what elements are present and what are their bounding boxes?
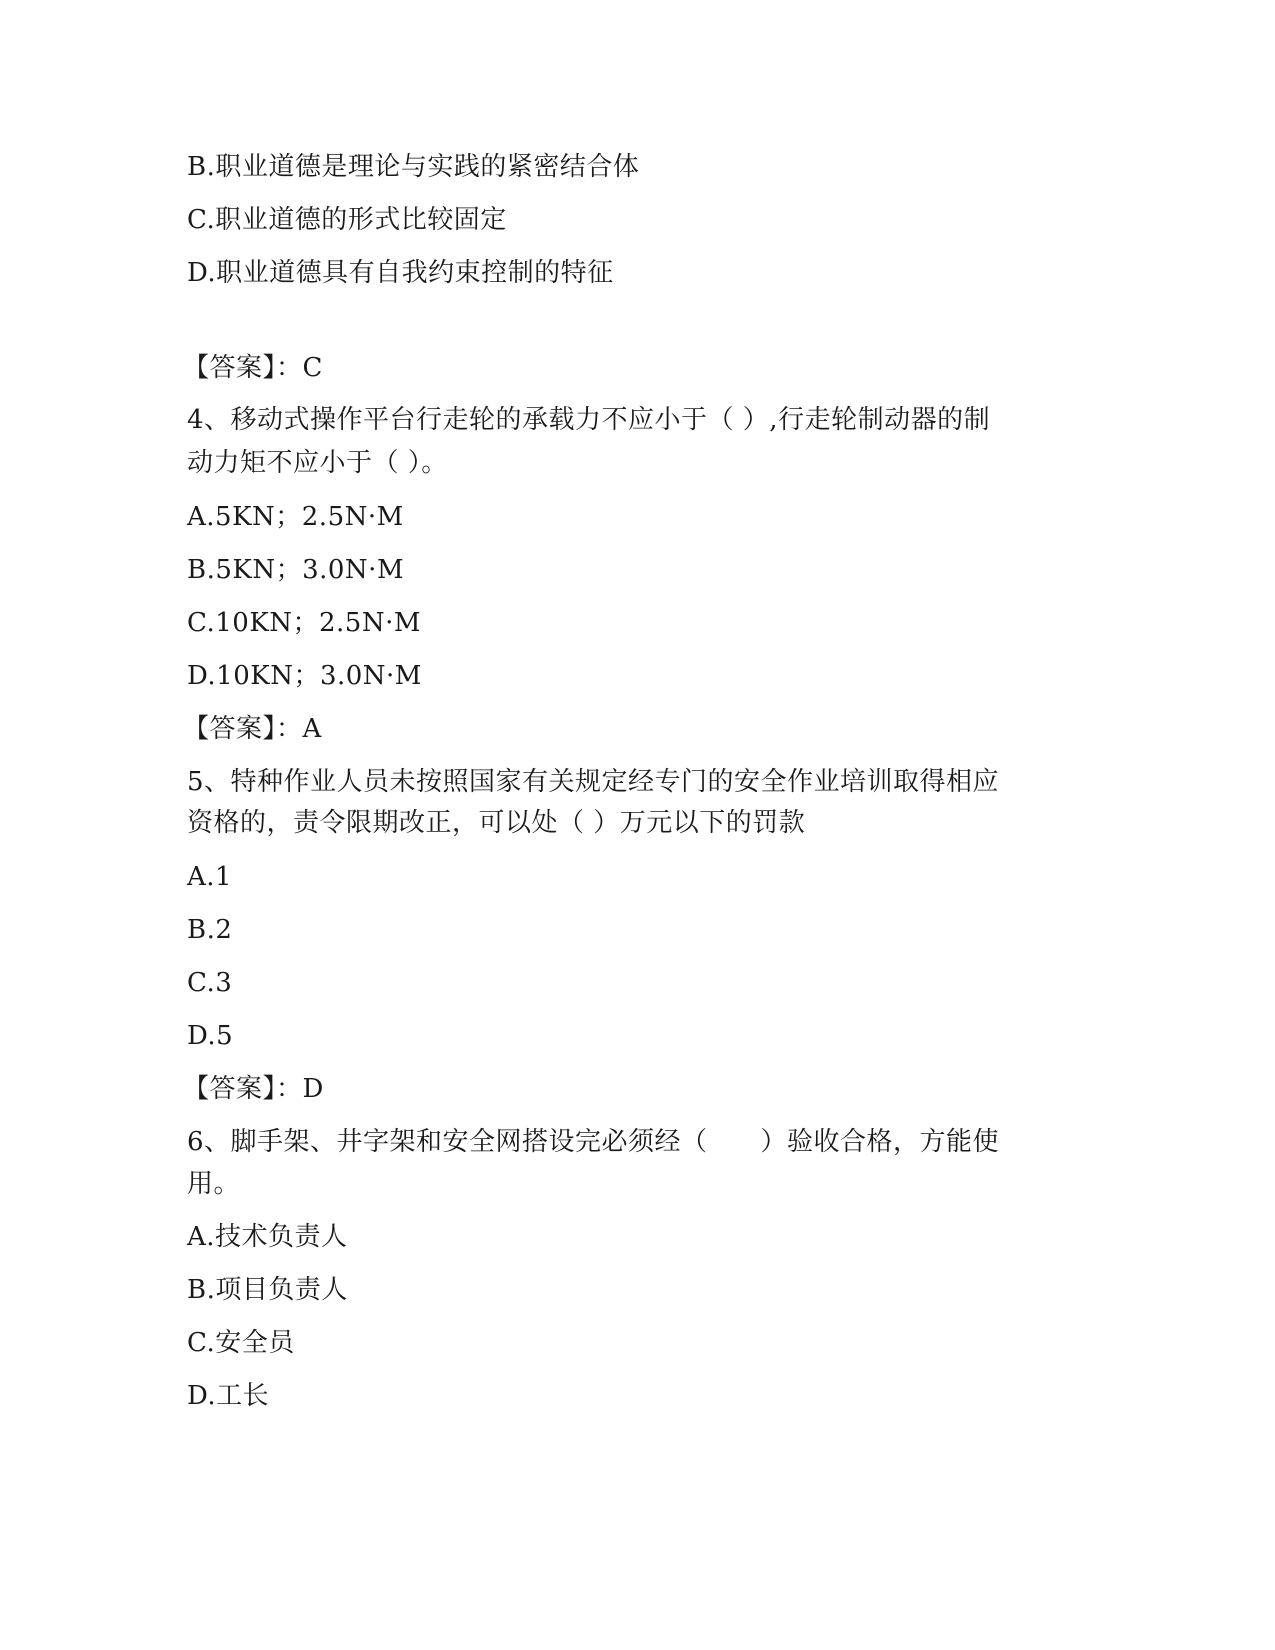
- option-c: C.10KN；2.5N·M: [187, 608, 421, 638]
- option-b: B.2: [187, 915, 233, 945]
- option-d: D.5: [187, 1021, 234, 1051]
- option-b: B.职业道德是理论与实践的紧密结合体: [187, 152, 640, 182]
- option-b: B.项目负责人: [187, 1275, 348, 1305]
- question-6-line-1: 6、脚手架、井字架和安全网搭设完必须经（ ）验收合格，方能使: [187, 1127, 1000, 1157]
- option-c: C.3: [187, 968, 233, 998]
- option-d: D.工长: [187, 1381, 270, 1411]
- option-b: B.5KN；3.0N·M: [187, 555, 405, 585]
- answer-line: 【答案】：C: [183, 353, 323, 383]
- question-4-line-2: 动力矩不应小于（ ）。: [187, 448, 448, 478]
- option-a: A.技术负责人: [187, 1222, 348, 1252]
- question-5-line-2: 资格的，责令限期改正，可以处（ ）万元以下的罚款: [187, 808, 806, 838]
- answer-line: 【答案】：A: [183, 714, 322, 744]
- answer-line: 【答案】：D: [183, 1074, 324, 1104]
- option-d: D.职业道德具有自我约束控制的特征: [187, 258, 614, 288]
- question-6-line-2: 用。: [187, 1169, 241, 1199]
- option-a: A.5KN；2.5N·M: [187, 502, 404, 532]
- option-c: C.安全员: [187, 1328, 295, 1358]
- option-c: C.职业道德的形式比较固定: [187, 205, 507, 235]
- question-4-line-1: 4、移动式操作平台行走轮的承载力不应小于（ ）,行走轮制动器的制: [187, 405, 991, 435]
- option-a: A.1: [187, 862, 233, 892]
- question-5-line-1: 5、特种作业人员未按照国家有关规定经专门的安全作业培训取得相应: [187, 767, 1000, 797]
- option-d: D.10KN；3.0N·M: [187, 661, 422, 691]
